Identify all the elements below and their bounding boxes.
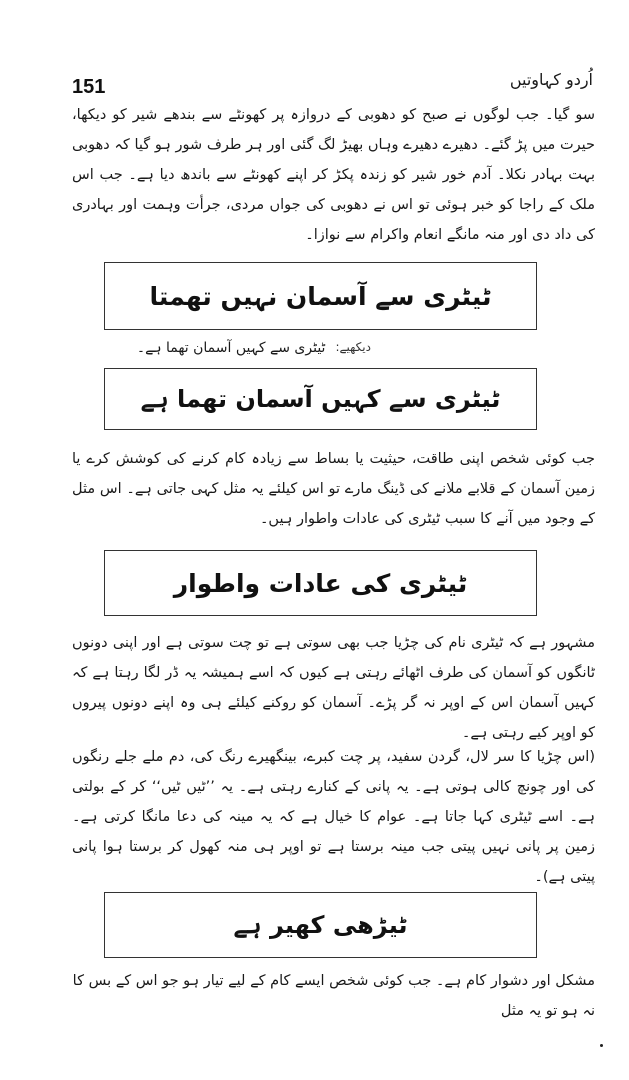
proverb-heading: ٹیٹری سے آسمان نہیں تھمتا [149, 281, 492, 311]
paragraph-story-ending: سو گیا۔ جب لوگوں نے صبح کو دھوبی کے دروازہ پر کھونٹے سے بندھے شیر کو دیکھا، حیرت میں پڑ گئے۔ دھیرے دھیرے وہاں بھیڑ لگ گئی اور ہر طرف شور ہو گیا کہ دھوبی بہت بہادر نکلا۔ آدم خور شیر کو زندہ پکڑ کر اپنے کھونٹے سے باندھ دیا ہے۔ جب اس ملک کے راجا کو خبر ہوئی تو اس نے دھوبی کی جواں مردی، جرأت وہمت اور بہادری کی داد دی اور منہ مانگے انعام واکرام سے نوازا۔ [72, 107, 595, 243]
ink-dot [600, 1044, 603, 1047]
see-also-label: دیکھیے: [335, 340, 371, 354]
see-also-text: ٹیٹری سے کہیں آسمان تھما ہے۔ [136, 340, 326, 356]
next-proverb-heading-box [104, 892, 537, 958]
section-heading: ٹیٹری کی عادات واطوار [173, 568, 468, 598]
see-also-line [137, 340, 371, 356]
running-title: اُردو کہاوتیں [509, 70, 593, 89]
proverb-heading-box [104, 262, 537, 330]
page-number: 151 [72, 76, 106, 98]
section-heading-box [104, 550, 537, 616]
paragraph-next-meaning: مشکل اور دشوار کام ہے۔ جب کوئی شخص ایسے کام کے لیے تیار ہو جو اس کے بس کا نہ ہو تو یہ مثل [72, 973, 595, 1019]
paragraph-habits: مشہور ہے کہ ٹیٹری نام کی چڑیا جب بھی سوتی ہے تو چت سوتی ہے اور اپنی دونوں ٹانگوں کو آسمان کی طرف اٹھائے رہتی ہے کیوں کہ اسے ہمیشہ یہ ڈر لگا رہتا ہے کہ کہیں آسمان اس کے اوپر نہ گر پڑے۔ آسمان کو روکنے کیلئے ہی وہ اپنے دونوں پیروں کو اوپر کیے رہتی ہے۔ [72, 635, 595, 741]
paragraph-bird-description: (اس چڑیا کا سر لال، گردن سفید، پر چت کبرے، بینگھیرے رنگ کی، دم ملے جلے رنگوں کی اور چونچ کالی ہوتی ہے۔ یہ پانی کے کنارے رہتی ہے۔ یہ ’’ٹیں ٹیں‘‘ کر کے بولتی ہے۔ اسے ٹیٹری کہا جاتا ہے۔ عوام کا خیال ہے کہ یہ مینہ کی دعا مانگا کرتی ہے۔ زمین پر پانی نہیں پیتی جب مینہ برستا ہے تو اوپر ہی منہ کھول کر برستا ہوا پانی پیتی ہے)۔ [72, 749, 595, 885]
variant-heading-box [104, 368, 537, 430]
next-proverb-heading: ٹیڑھی کھیر ہے [233, 911, 408, 939]
paragraph-meaning: جب کوئی شخص اپنی طاقت، حیثیت یا بساط سے زیادہ کام کرنے کی کوشش کرے یا زمین آسمان کے قلابے ملانے کی ڈینگ مارے تو اس کیلئے یہ مثل کہی جاتی ہے۔ اس مثل کے وجود میں آنے کا سبب ٹیٹری کی عادات واطوار ہیں۔ [72, 451, 595, 527]
variant-heading: ٹیٹری سے کہیں آسمان تھما ہے [140, 385, 501, 413]
